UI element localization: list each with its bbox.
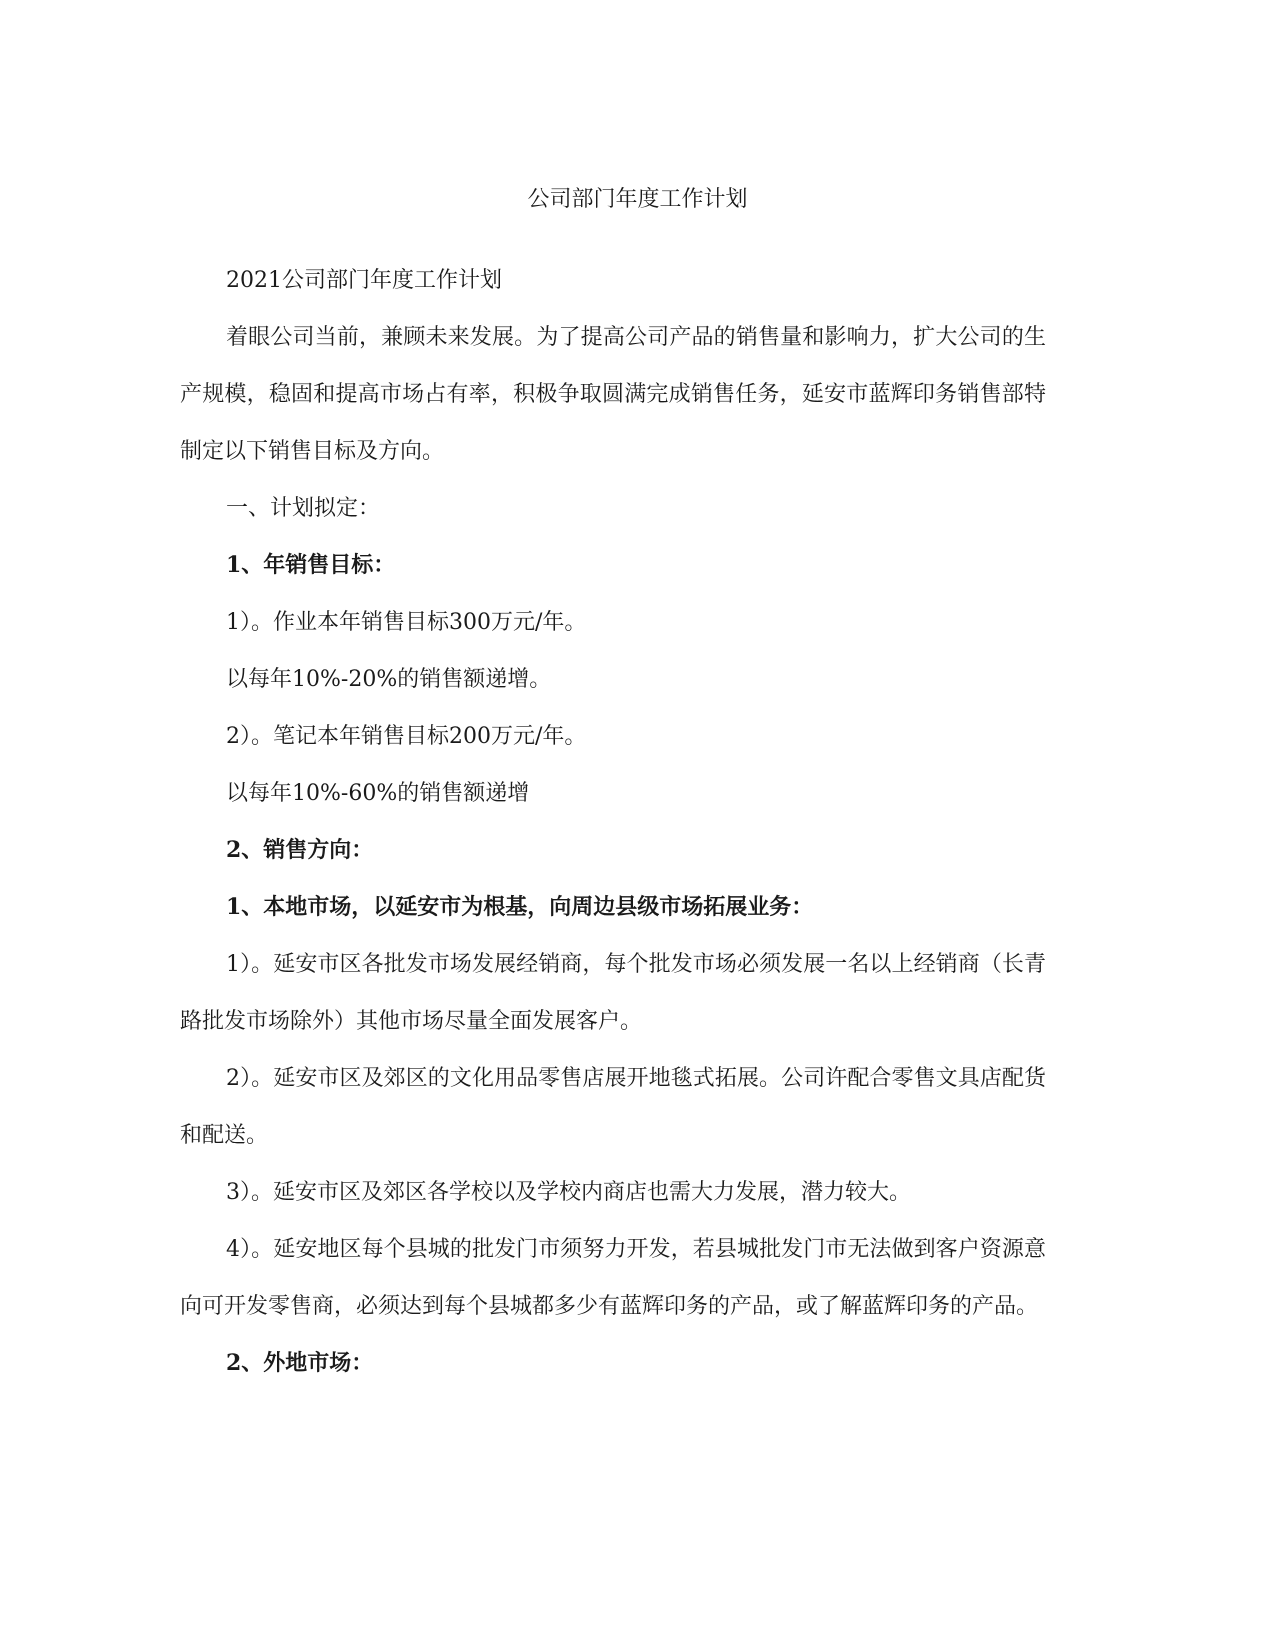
subheading-sales-direction: 2、销售方向：	[226, 837, 374, 863]
subheading-annual-sales-target: 1、年销售目标：	[226, 552, 396, 578]
paragraph-notebook-target: 2）。笔记本年销售目标200万元/年。	[226, 724, 587, 749]
paragraph-notebook-growth: 以每年10%-60%的销售额递增	[226, 781, 530, 806]
document-body	[180, 252, 1046, 1392]
paragraph-subtitle: 2021公司部门年度工作计划	[226, 268, 502, 293]
paragraph-local-item-2: 2）。延安市区及郊区的文化用品零售店展开地毯式拓展。公司许配合零售文具店配货和配送。	[180, 1066, 1046, 1148]
document-title: 公司部门年度工作计划	[527, 187, 748, 212]
paragraph-intro: 着眼公司当前，兼顾未来发展。为了提高公司产品的销售量和影响力，扩大公司的生产规模，稳固和提高市场占有率，积极争取圆满完成销售任务，延安市蓝辉印务销售部特制定以下销售目标及方向。	[180, 325, 1046, 464]
paragraph-local-item-4: 4）。延安地区每个县城的批发门市须努力开发，若县城批发门市无法做到客户资源意向可开发零售商，必须达到每个县城都多少有蓝辉印务的产品，或了解蓝辉印务的产品。	[180, 1237, 1046, 1319]
paragraph-exercise-book-growth: 以每年10%-20%的销售额递增。	[226, 667, 552, 692]
section-heading-plan: 一、计划拟定：	[226, 496, 381, 521]
paragraph-local-item-3: 3）。延安市区及郊区各学校以及学校内商店也需大力发展，潜力较大。	[226, 1180, 911, 1205]
subheading-local-market: 1、本地市场，以延安市为根基，向周边县级市场拓展业务：	[226, 894, 814, 920]
paragraph-local-item-1: 1）。延安市区各批发市场发展经销商，每个批发市场必须发展一名以上经销商（长青路批发市场除外）其他市场尽量全面发展客户。	[180, 952, 1046, 1034]
subheading-outside-market: 2、外地市场：	[226, 1350, 374, 1376]
paragraph-exercise-book-target: 1）。作业本年销售目标300万元/年。	[226, 610, 587, 635]
